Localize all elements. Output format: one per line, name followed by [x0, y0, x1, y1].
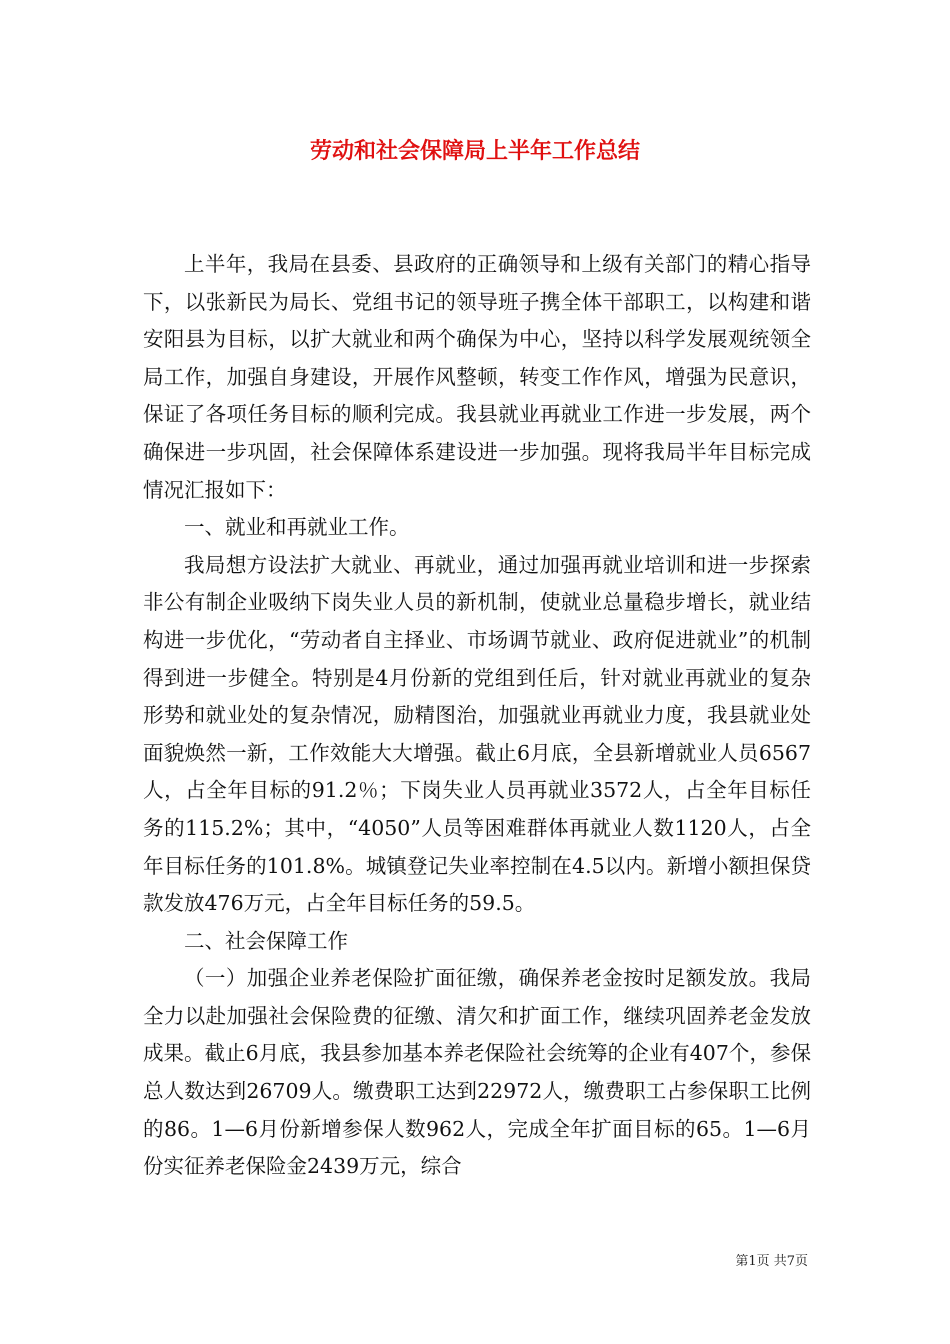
document-body: [143, 246, 811, 1186]
paragraph-pension: （一）加强企业养老保险扩面征缴，确保养老金按时足额发放。我局全力以赴加强社会保险费的征缴、清欠和扩面工作，继续巩固养老金发放成果。截止6月底，我县参加基本养老保险社会统筹的企业有407个，参保总人数达到26709人。缴费职工达到22972人，缴费职工占参保职工比例的86。1—6月份新增参保人数962人，完成全年扩面目标的65。1—6月份实征养老保险金2439万元，综合: [143, 966, 811, 1179]
section-heading-social-security: 二、社会保障工作: [184, 928, 348, 953]
page-footer: 第1页 共7页: [735, 1254, 808, 1269]
document-title: 劳动和社会保障局上半年工作总结: [309, 138, 640, 164]
section-heading-employment: 一、就业和再就业工作。: [184, 515, 410, 540]
paragraph-intro: 上半年，我局在县委、县政府的正确领导和上级有关部门的精心指导下，以张新民为局长、党组书记的领导班子携全体干部职工，以构建和谐安阳县为目标，以扩大就业和两个确保为中心，坚持以科学发展观统领全局工作，加强自身建设，开展作风整顿，转变工作作风，增强为民意识，保证了各项任务目标的顺利完成。我县就业再就业工作进一步发展，两个确保进一步巩固，社会保障体系建设进一步加强。现将我局半年目标完成情况汇报如下：: [143, 252, 811, 502]
paragraph-employment: 我局想方设法扩大就业、再就业，通过加强再就业培训和进一步探索非公有制企业吸纳下岗失业人员的新机制，使就业总量稳步增长，就业结构进一步优化，“劳动者自主择业、市场调节就业、政府促进就业”的机制得到进一步健全。特别是4月份新的党组到任后，针对就业再就业的复杂形势和就业处的复杂情况，励精图治，加强就业再就业力度，我县就业处面貌焕然一新，工作效能大大增强。截止6月底，全县新增就业人员6567人，占全年目标的91.2％；下岗失业人员再就业3572人，占全年目标任务的115.2%；其中，“4050”人员等困难群体再就业人数1120人，占全年目标任务的101.8%。城镇登记失业率控制在4.5以内。新增小额担保贷款发放476万元，占全年目标任务的59.5。: [143, 552, 811, 916]
